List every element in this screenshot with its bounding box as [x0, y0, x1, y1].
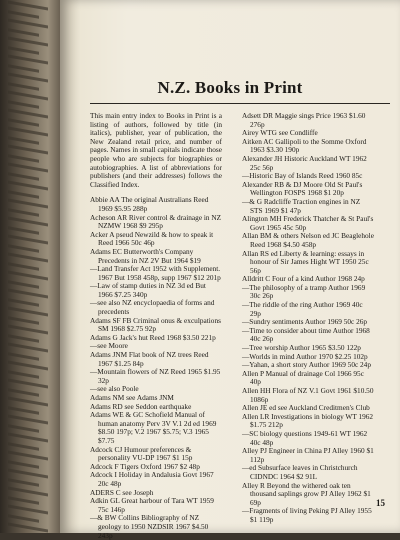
- index-entry: Alexander JH Historic Auckland WT 1962 25c 56p: [242, 153, 367, 172]
- facing-page-text-blur: [8, 198, 48, 208]
- facing-page-text-blur: [8, 406, 39, 414]
- title-rule: [90, 103, 390, 104]
- index-entry: Allen LR Investigations in biology WT 1962 $1.75 212p: [242, 411, 374, 430]
- index-entry: —Time to consider about time Author 1968 40c 26p: [242, 325, 370, 344]
- index-entry: Adams NM see Adams JNM: [90, 393, 174, 402]
- index-entry: —Historic Bay of Islands Reed 1960 85c: [242, 171, 363, 181]
- facing-page-text-blur: [8, 414, 48, 424]
- facing-page-text-blur: [8, 360, 48, 370]
- facing-page-text-blur: [8, 90, 48, 100]
- book-page: [60, 0, 400, 540]
- facing-page-text-blur: [8, 334, 39, 342]
- index-entry: Allan RS ed Liberty & learning: essays in honour of Sir James Hight WT 1950 25c 56p: [242, 248, 369, 275]
- facing-page-text-blur: [8, 496, 39, 504]
- facing-page-text-blur: [8, 100, 39, 108]
- index-entry: Allen P Manual of drainage Col 1966 95c 40p: [242, 368, 364, 387]
- index-entry: —& G Radcliffe Traction engines in NZ STS 1969 $1 47p: [242, 196, 361, 215]
- facing-page-text-blur: [8, 136, 39, 144]
- index-entry: Adsett DR Maggie sings Price 1963 $1.60 276p: [242, 111, 366, 129]
- index-entry: Allan BM & others Nelson ed JC Beaglehole Reed 1968 $4.50 458p: [242, 231, 374, 249]
- index-entry: Adkin GL Great harbour of Tara WT 1959 75c 146p: [90, 496, 214, 514]
- facing-page-text-blur: [8, 10, 39, 18]
- facing-page-text-blur: [8, 0, 48, 10]
- index-entry: Abbie AA The original Australians Reed 1969 $5.95 288p: [90, 195, 209, 213]
- index-entry: —Sundry sentiments Author 1969 50c 26p: [242, 317, 368, 327]
- index-entry: Alington MH Frederick Thatcher & St Paul's Govt 1965 45c 50p: [242, 214, 374, 232]
- index-entry: Adams JNM Flat book of NZ trees Reed 1967 $1.25 84p: [90, 350, 209, 368]
- facing-page-text-blur: [8, 244, 39, 252]
- index-entry: —Mountain flowers of NZ Reed 1965 $1.95 32p: [90, 367, 221, 385]
- right-entry-list: [242, 112, 374, 525]
- facing-page-text-blur: [8, 460, 39, 468]
- index-entry: Allen HH Flora of NZ V.1 Govt 1961 $10.50 1086p: [242, 386, 374, 404]
- facing-page-text-blur: [8, 288, 48, 298]
- facing-page-text-blur: [8, 396, 48, 406]
- facing-page-text-blur: [8, 370, 39, 378]
- index-entry: Alley PJ Engineer in China PJ Alley 1960 $1 112p: [242, 446, 374, 464]
- index-entry: —Worlds in mind Author 1970 $2.25 102p: [242, 351, 368, 361]
- index-entry: —The philosophy of a tramp Author 1969 30c 26p: [242, 282, 366, 301]
- facing-page-text-blur: [8, 298, 39, 306]
- facing-page-text-blur: [8, 342, 48, 352]
- right-column: [242, 112, 374, 525]
- facing-page-text-blur: [8, 514, 39, 522]
- index-entry: —Law of stamp duties in NZ 3d ed But 1966 $7.25 340p: [90, 281, 206, 299]
- facing-page-text-blur: [8, 190, 39, 198]
- index-entry: Allen JE ed see Auckland Creditmen's Club: [242, 403, 370, 413]
- index-entry: —& BW Collins Bibliography of NZ geology to 1950 NZDSIR 1967 $4.50 243p: [90, 513, 209, 540]
- index-entry: —see also Poole: [90, 384, 139, 394]
- index-entry: —SC biology questions 1949-61 WT 1962 40c 48p: [242, 428, 368, 447]
- left-column: [90, 112, 222, 540]
- index-entry: Alldritt C Four of a kind Author 1968 24p: [242, 274, 365, 284]
- facing-page-text-blur: [8, 82, 39, 90]
- index-entry: —Yahan, a short story Author 1969 50c 24p: [242, 360, 371, 370]
- facing-page-text-blur: [8, 522, 48, 532]
- index-entry: Adams RD see Seddon earthquake: [90, 401, 192, 411]
- page-title: N.Z. Books in Print: [157, 78, 303, 97]
- index-entry: —Land Transfer Act 1952 with Supplement. 1967 But 1958 458p, supp 1967 $12 201p: [90, 264, 221, 282]
- facing-page-text-blur: [8, 180, 48, 190]
- index-entry: —The riddle of the ring Author 1969 40c 29p: [242, 300, 363, 318]
- facing-page-text-blur: [8, 486, 48, 496]
- index-entry: —see Moore: [90, 341, 128, 351]
- facing-page-text-blur: [8, 252, 48, 262]
- facing-page-text-blur: [8, 126, 48, 136]
- facing-page-text-blur: [8, 118, 39, 126]
- facing-page-text-blur: [8, 378, 48, 388]
- facing-page-text-blur: [8, 234, 48, 244]
- facing-page-text-blur: [8, 352, 39, 360]
- index-entry: —Fragments of living Peking PJ Alley 1955 $1 119p: [242, 506, 372, 524]
- facing-page-text-blur: [8, 424, 39, 432]
- facing-page-text-blur: [8, 468, 48, 478]
- facing-page-text-blur: [8, 72, 48, 82]
- index-entry: Adcock F Tigers Oxford 1967 $2 48p: [90, 461, 200, 471]
- index-entry: Aitken AC Gallipoli to the Somme Oxford 1963 $3.30 190p: [242, 136, 367, 155]
- index-entry: —Tree worship Author 1965 $3.50 122p: [242, 343, 361, 353]
- facing-page-text-blur: [8, 442, 39, 450]
- index-entry: Adams WE & GC Schofield Manual of human anatomy Perv 3V V.1 2d ed 1969 $8.50 197p; V.2 1967 $5.75; V.3 1965 $7.75: [90, 410, 217, 445]
- index-entry: Adams EC Butterworth's Company Precedents in NZ 2V But 1964 $19: [90, 246, 201, 265]
- facing-page-text-blur: [8, 316, 39, 324]
- facing-page-text-blur: [8, 270, 48, 280]
- facing-page-text-blur: [8, 306, 48, 316]
- facing-page-text-blur: [8, 64, 39, 72]
- left-entry-list: [90, 196, 222, 540]
- index-entry: —ed Subsurface leaves in Christchurch CIDNDC 1964 $2 91L: [242, 463, 358, 481]
- index-entry: Adams SF FB Criminal onus & exculpations SM 1968 $2.75 92p: [90, 315, 221, 334]
- facing-page-text-blur: [8, 108, 48, 118]
- facing-page-text-blur: [8, 36, 48, 46]
- facing-page-text-blur: [8, 262, 39, 270]
- index-entry: Adams G Jack's hut Reed 1968 $3.50 221p: [90, 332, 216, 342]
- facing-page-text-blur: [8, 46, 39, 54]
- index-entry: Adcock I Holiday in Andalusia Govt 1967 20c 48p: [90, 470, 214, 488]
- facing-page-text-blur: [8, 216, 48, 226]
- index-entry: ADERS C see Joseph: [90, 487, 154, 497]
- facing-page-text-blur: [8, 28, 39, 36]
- index-entry: Alley R Beyond the withered oak ten thousand saplings grow PJ Alley 1962 $1 69p: [242, 480, 371, 507]
- facing-page-text-blur: [8, 172, 39, 180]
- intro-paragraph: This main entry index to Books in Print is a listing of authors, followed by title (in italics), publisher, year of publication, the New Zealand retail price, and number of pages. Names in small capitals indicate those people who are subjects for biographies or autobiographies. A list of abbreviations for publishers (and their addresses) follows the Classified Index.: [90, 111, 222, 189]
- index-entry: Airey WTG see Condliffe: [242, 128, 318, 138]
- facing-page-text-blur: [8, 54, 48, 64]
- index-entry: Acker A pseud Newzild & how to speak it Reed 1966 50c 46p: [90, 229, 214, 248]
- facing-page-text-blur: [8, 144, 48, 154]
- facing-page-text-blur: [8, 162, 48, 172]
- facing-page-text-blur: [8, 504, 48, 514]
- page-number: 15: [376, 498, 385, 508]
- index-entry: —see also NZ encyclopaedia of forms and precedents: [90, 298, 215, 317]
- facing-page-text-blur: [8, 324, 48, 334]
- facing-page-text-blur: [8, 208, 39, 216]
- facing-page-text-blur: [8, 478, 39, 486]
- facing-page-text-blur: [8, 388, 39, 396]
- facing-page-text-blur: [8, 280, 39, 288]
- facing-page-edge: [0, 0, 64, 533]
- index-entry: Acheson AR River control & drainage in NZ NZMW 1968 $9 295p: [90, 212, 222, 231]
- facing-page-text-blur: [8, 450, 48, 460]
- facing-page-text-blur: [8, 226, 39, 234]
- index-entry: Alexander RB & DJ Moore Old St Paul's Wellington FOSPS 1968 $1 20p: [242, 179, 363, 198]
- facing-page-text-blur: [8, 154, 39, 162]
- facing-page-text-blur: [8, 432, 48, 442]
- index-entry: Adcock CJ Humour preferences & personality VU-DP 1967 $1 15p: [90, 444, 193, 463]
- facing-page-text-blur: [8, 18, 48, 28]
